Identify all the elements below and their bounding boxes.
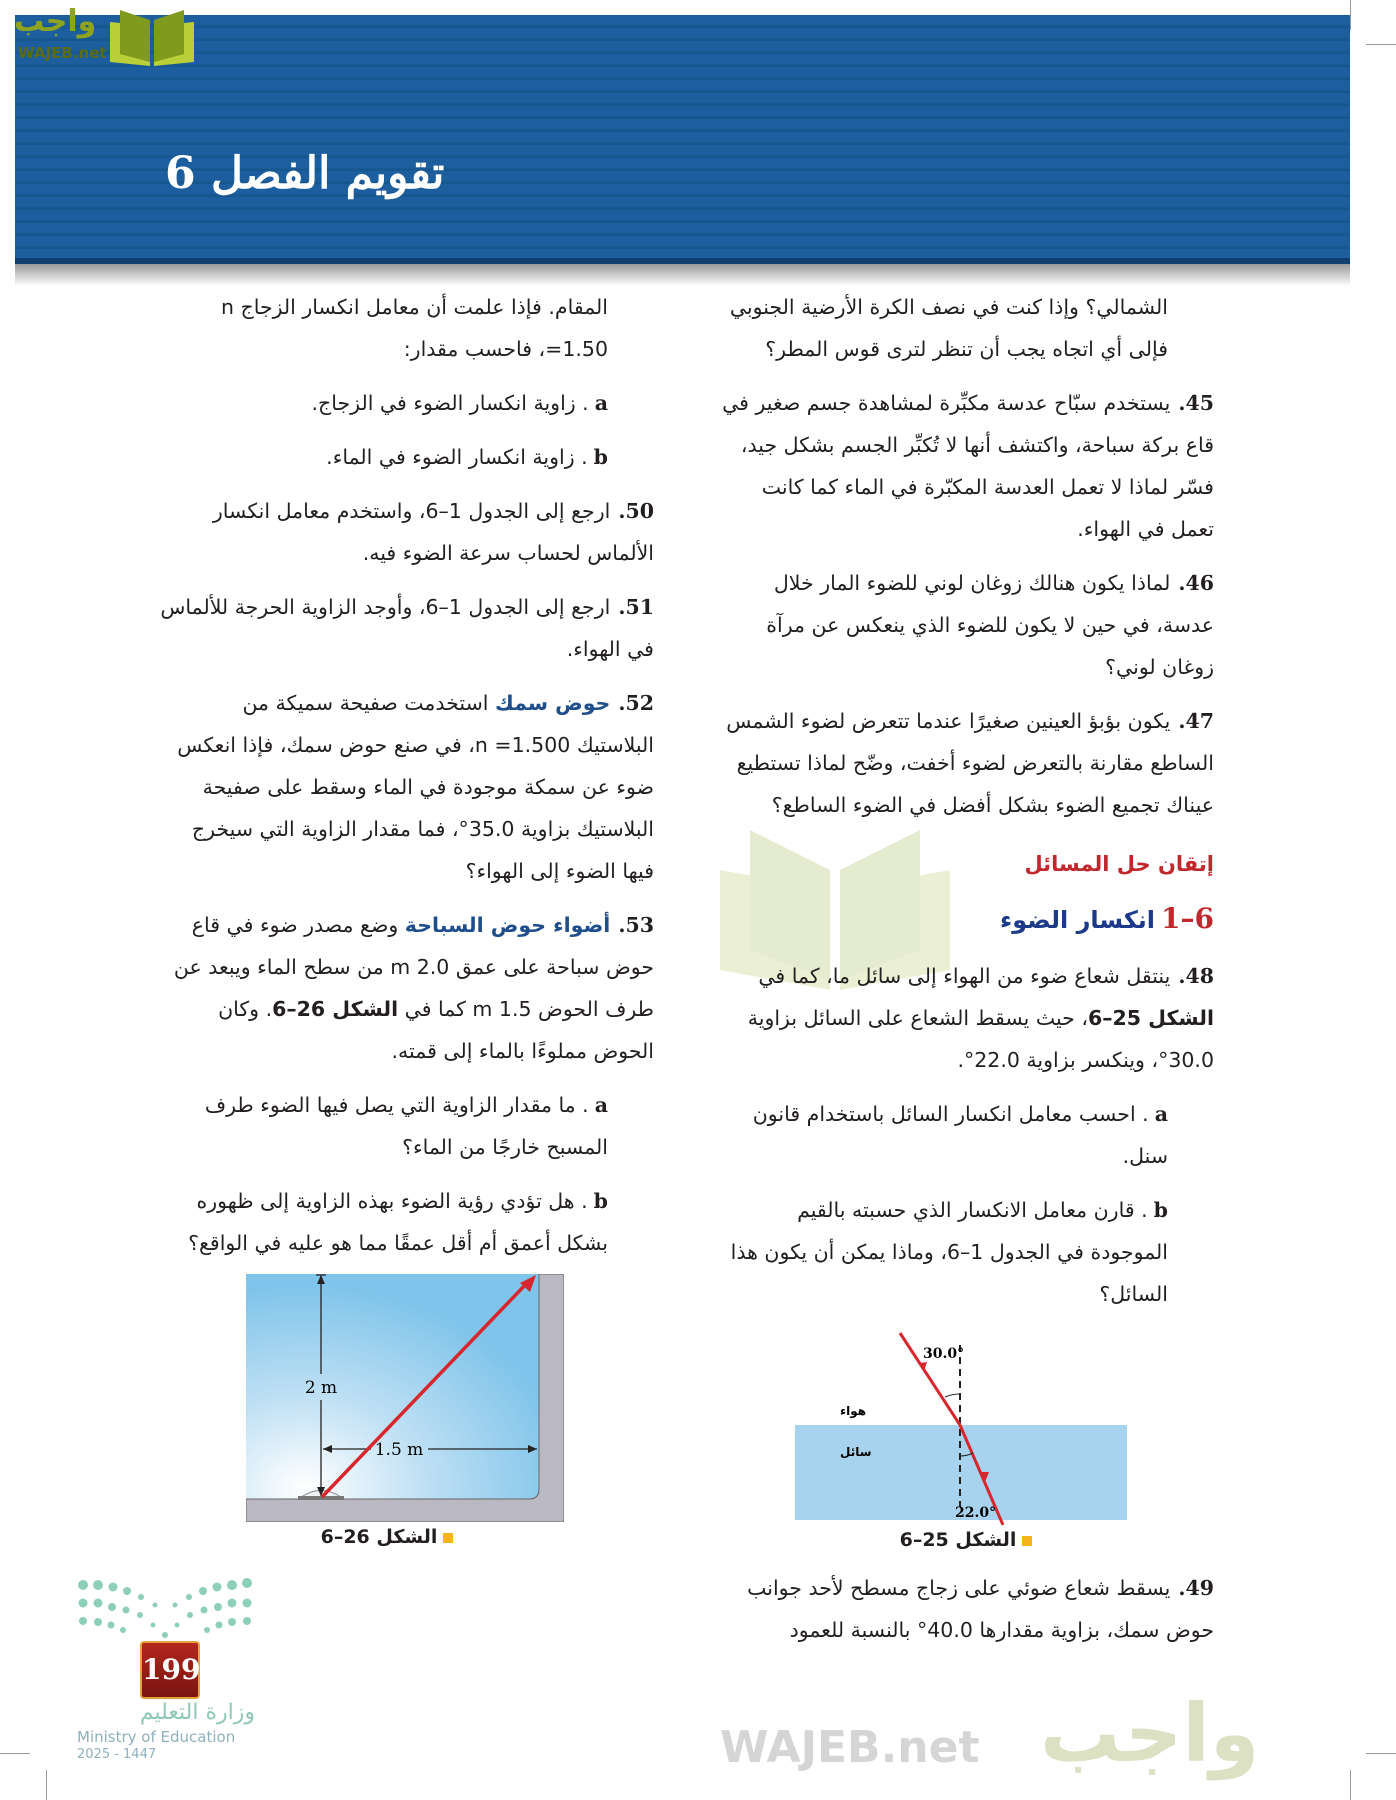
question-text: يسقط شعاع ضوئي على زجاج مسطح لأحد جوانب حوض سمك، بزاوية مقدارها 40.0° بالنسبة للعمود: [747, 1576, 1214, 1642]
question-text-after: . وكان الحوض مملوءًا بالماء إلى قمته.: [218, 997, 654, 1063]
question-number: 46.: [1178, 571, 1214, 595]
question-48-part-b: [718, 1189, 1168, 1315]
question-text: ارجع إلى الجدول 1–6، واستخدم معامل انكسار الألماس لحساب سرعة الضوء فيه.: [212, 499, 654, 565]
part-text: . هل تؤدي رؤية الضوء بهذه الزاوية إلى ظهوره بشكل أعمق أم أقل عمقًا مما هو عليه في الواقع؟: [188, 1189, 608, 1255]
ministry-name-ar: وزارة التعليم: [139, 1700, 255, 1725]
question-52: [160, 682, 654, 892]
crop-mark: [0, 1753, 30, 1754]
refracted-angle-label: 22.0°: [955, 1505, 997, 1521]
question-48-part-a: [718, 1093, 1168, 1177]
logo-net: WAJEB.net: [18, 44, 107, 62]
question-text: يستخدم سبّاح عدسة مكبِّرة لمشاهدة جسم صغير في قاع بركة سباحة، واكتشف أنها لا تُكبِّر الجسم بشكل جيد، فسّر لماذا لا تعمل العدسة المكبّرة في الماء كما كانت تعمل في الهواء.: [722, 391, 1214, 541]
crop-mark: [1366, 44, 1396, 45]
caption-marker-icon: [1022, 1536, 1032, 1546]
watermark-net: WAJEB.net: [720, 1722, 980, 1773]
book-icon: [106, 4, 198, 66]
question-50: [160, 490, 654, 574]
question-text: ارجع إلى الجدول 1–6، وأوجد الزاوية الحرجة للألماس في الهواء.: [160, 595, 654, 661]
part-label: b: [1153, 1198, 1168, 1222]
part-label: b: [593, 445, 608, 469]
liquid-label: سائل: [840, 1445, 872, 1459]
part-text: . زاوية انكسار الضوء في الزجاج.: [311, 391, 589, 415]
air-label: هواء: [840, 1404, 867, 1418]
part-text: . ما مقدار الزاوية التي يصل فيها الضوء طرف المسبح خارجًا من الماء؟: [204, 1093, 608, 1159]
crop-mark: [46, 1770, 47, 1800]
question-53-part-a: [160, 1084, 608, 1168]
caption-text: الشكل 26–6: [320, 1526, 438, 1548]
incident-angle-label: 30.0°: [923, 1346, 965, 1362]
right-column: [718, 286, 1214, 1651]
watermark-word: واجب: [1040, 1687, 1260, 1780]
figure-6-26-caption: [160, 1522, 654, 1552]
part-label: a: [594, 391, 608, 415]
question-text: لماذا يكون هنالك زوغان لوني للضوء المار خلال عدسة، في حين لا يكون للضوء الذي ينعكس عن مرآة زوغان لوني؟: [766, 571, 1214, 679]
part-text: . زاوية انكسار الضوء في الماء.: [326, 445, 588, 469]
question-49-part-a: [160, 382, 608, 424]
figure-reference: الشكل 26–6: [272, 997, 399, 1021]
part-label: b: [593, 1189, 608, 1213]
depth-label: 2 m: [304, 1378, 338, 1398]
part-label: a: [1154, 1102, 1168, 1126]
question-number: 45.: [1178, 391, 1214, 415]
ministry-name-en: Ministry of Education: [77, 1728, 236, 1746]
question-48: [718, 955, 1214, 1081]
question-49: [718, 1567, 1214, 1651]
figure-reference: الشكل 25–6: [1088, 1006, 1214, 1030]
distance-label: 1.5 m: [374, 1440, 424, 1460]
page-number: 199: [140, 1641, 200, 1699]
subsection-number: 6–1: [1161, 902, 1214, 935]
logo-word: واجب: [14, 4, 97, 39]
question-47: [718, 700, 1214, 826]
caption-marker-icon: [443, 1533, 453, 1543]
question-51: [160, 586, 654, 670]
question-keyword: أضواء حوض السباحة: [404, 913, 611, 937]
question-number: 48.: [1178, 964, 1214, 988]
question-number: 47.: [1178, 709, 1214, 733]
figure-6-25: [780, 1325, 1140, 1525]
question-number: 52.: [618, 691, 654, 715]
question-number: 51.: [618, 595, 654, 619]
ministry-dots-icon: [75, 1575, 255, 1641]
crop-mark: [1350, 0, 1351, 30]
light-base: [298, 1496, 344, 1500]
page-title: تقويم الفصل 6: [165, 148, 445, 199]
caption-text: الشكل 25–6: [899, 1529, 1017, 1551]
banner-shadow: [15, 264, 1350, 286]
question-number: 49.: [1178, 1576, 1214, 1600]
question-49-continuation: المقام. فإذا علمت أن معامل انكسار الزجاج n =1.50، فاحسب مقدار:: [220, 295, 608, 361]
left-column: [160, 286, 654, 1552]
subsection-heading: [718, 896, 1214, 943]
question-text: وضع مصدر ضوء في قاع حوض سباحة على عمق 2.0 m من سطح الماء ويبعد عن طرف الحوض 1.5 m كما في: [173, 913, 654, 1021]
part-text: . قارن معامل الانكسار الذي حسبته بالقيم الموجودة في الجدول 1–6، وماذا يمكن أن يكون هذا السائل؟: [730, 1198, 1168, 1306]
part-label: a: [594, 1093, 608, 1117]
question-keyword: حوض سمك: [494, 691, 611, 715]
angle-arc: [945, 1394, 960, 1397]
figure-6-26-wrap: [160, 1274, 654, 1522]
ministry-year: 2025 - 1447: [77, 1747, 157, 1762]
part-text: . احسب معامل انكسار السائل باستخدام قانون سنل.: [752, 1102, 1168, 1168]
question-46: [718, 562, 1214, 688]
question-53-part-b: [160, 1180, 608, 1264]
question-text: ينتقل شعاع ضوء من الهواء إلى سائل ما، كما في: [758, 964, 1171, 988]
pool-water: [246, 1274, 539, 1499]
question-text: استخدمت صفيحة سميكة من البلاستيك n =1.500، في صنع حوض سمك، فإذا انعكس ضوء عن سمكة موجودة في الماء وسقط على صفيحة البلاستيك بزاوية 35.0°، فما مقدار الزاوية التي سيخرج فيها الضوء إلى الهواء؟: [177, 691, 654, 883]
question-53: [160, 904, 654, 1072]
subsection-title: انكسار الضوء: [1000, 906, 1156, 934]
question-number: 53.: [618, 913, 654, 937]
question-45: [718, 382, 1214, 550]
section-heading: إتقان حل المسائل: [1024, 852, 1214, 876]
crop-mark: [1350, 1770, 1351, 1800]
figure-6-25-wrap: [718, 1325, 1214, 1525]
chapter-banner: [15, 15, 1350, 264]
figure-6-25-caption: [718, 1525, 1214, 1555]
question-text-after: ، حيث يسقط الشعاع على السائل بزاوية 30.0°، وينكسر بزاوية 22.0°.: [747, 1006, 1214, 1072]
question-number: 50.: [618, 499, 654, 523]
wajeb-logo: [8, 4, 198, 66]
figure-6-26: [246, 1274, 564, 1522]
question-49-part-b: [160, 436, 608, 478]
crop-mark: [1366, 1753, 1396, 1754]
question-text: يكون بؤبؤ العينين صغيرًا عندما تتعرض لضوء الشمس الساطع مقارنة بالتعرض لضوء أخفت، وضّح لماذا تستطيع عيناك تجميع الضوء بشكل أفضل في الضوء الساطع؟: [726, 709, 1214, 817]
question-44-continuation: الشمالي؟ وإذا كنت في نصف الكرة الأرضية الجنوبي فإلى أي اتجاه يجب أن تنظر لترى قوس المطر؟: [729, 295, 1168, 361]
